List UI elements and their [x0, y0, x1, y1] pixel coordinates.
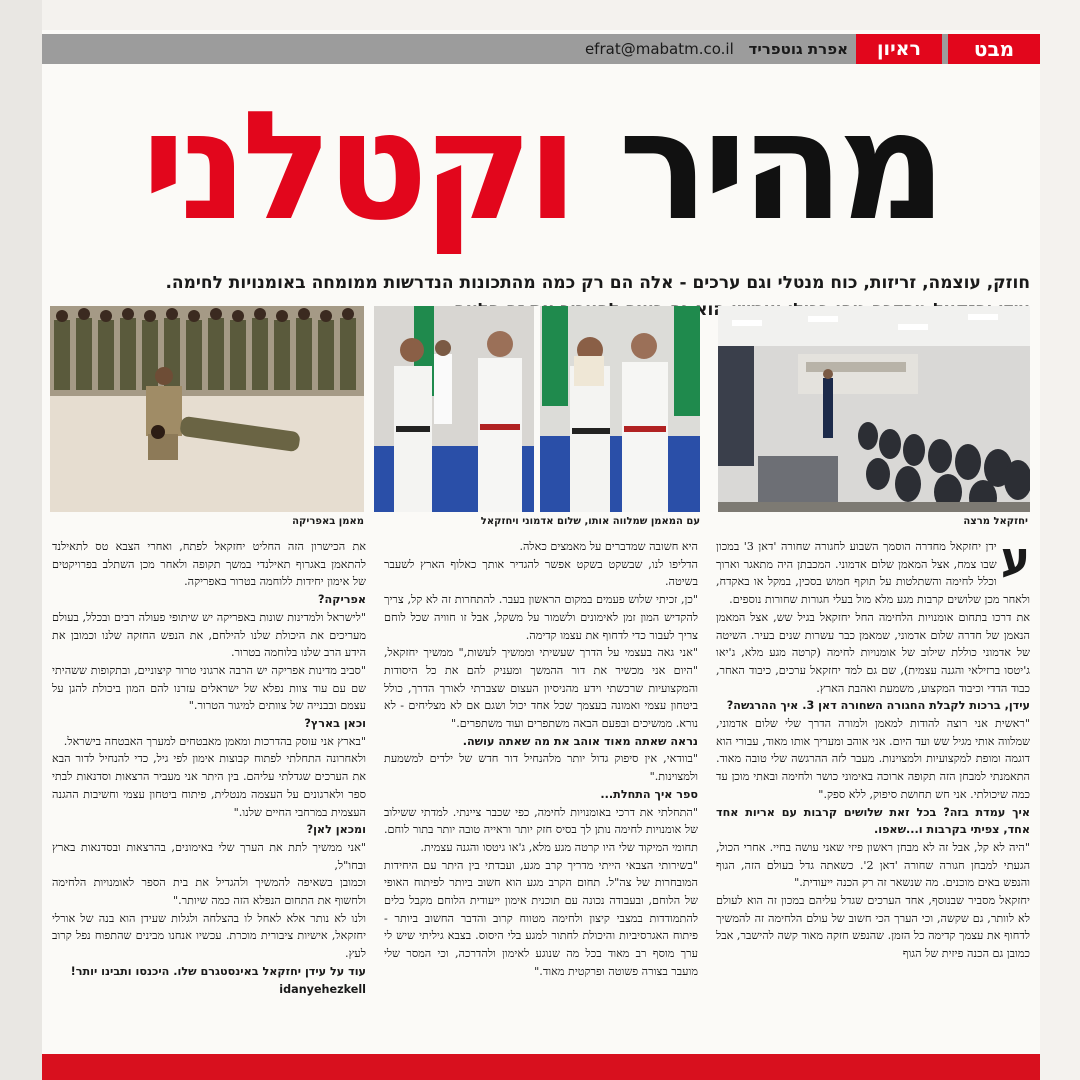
interview-question: ומכאן לאן?	[306, 823, 366, 837]
article-paragraph: "בוודאי, אין סיפוק גדול יותר מלהנחיל דור חדש של ילדים למשמעת ולמצוינות."	[384, 752, 698, 784]
article-paragraph: את הכישרון הזה החליט יחזקאל לפתח, ואחרי הצבא טס לתאילנד להתאמן באגרוף תאילנדי במשך תקופה ולאחר מכן השתלב בפרויקטים של אימון יחידות ללוחמה בטרור באפריקה.	[52, 540, 366, 589]
article-column-2	[384, 538, 698, 1044]
article-paragraph: "ראשית אני רוצה להודות למאמן ולמורה הדרך שלי שלום אדמוני, שמלווה אותי מגיל שש ועד היום. אני אוהב ומעריך אותו מאוד, עבורי הוא דוגמה ומופת למקצועיות ולמצוינות. מעבר לזה ההרגשה שלי טובה מאוד. התאמנתי למבחן הזה תקופה ארוכה באימוני כושר ולחימה ובאתי מוכן עד כמה שיכולתי. אני חש תחושת סיפוק, ללא ספק."	[716, 717, 1030, 801]
article-paragraph: "בארץ אני עוסק בהדרכות ומאמן מאבטחים למערך האבטחה בישראל.	[63, 734, 366, 748]
drop-cap: ע	[1000, 538, 1030, 584]
author-email[interactable]: efrat@mabatm.co.il	[584, 40, 734, 58]
headline-word-fast: מהיר	[618, 80, 941, 254]
interview-question: אפריקה?	[318, 593, 366, 607]
author-name: אפרת גוטפריד	[748, 40, 848, 58]
article-paragraph: "התחלתי את דרכי באומנויות לחימה, כפי שכבר ציינתי. למדתי ששילוב של אומנויות לחימה נותן לך בסיס חזק יותר וראייה טובה יותר בתור לוחם. תחומי המיקוד שלי היו קרטה מגע מלא, ג'או גיטסו והגנה עצמית.	[384, 805, 698, 854]
article-paragraph: "אני ממשיך לתת את הערך שלי באימונים, בהרצאות ובסדנאות בארץ ובחו"ל,	[52, 840, 366, 872]
caption-lecture: יחזקאל מרצה	[963, 516, 1028, 527]
caption-coach: עם המאמן שמלווה אותו, שלום אדמוני ויחזקאל	[480, 516, 700, 527]
interview-question: נראה שאתה מאוד אוהב את מה שאתה עושה.	[462, 734, 698, 748]
interview-question: ספר איך התחלת...	[600, 787, 698, 801]
article-paragraph: "לישראל ולמדינות שונות באפריקה יש שיתופי פעולה רבים ובכלל, בעולם מעריכים את היכולת שלנו להילחם, את הנפש החזקה שלנו וכמובן את הידע הרב שלנו בלוחמה בטרור.	[52, 610, 366, 660]
subheadline-line-1: חוזק, עוצמה, זריזות, כוח מנטלי וגם ערכים - אלה הם רק כמה מהתכונות הנדרשות ממומחה באומנויות לחימה.	[165, 273, 1030, 293]
article-paragraph: ולנו לא נותר אלא לאחל לו בהצלחה ולגלות שעידן הוא בנה של אורלי יחזקאל, אישיות ציבורית מוכרת. עכשיו אנחנו מבינים שהתפוח נפל קרוב לעץ.	[52, 911, 366, 961]
article-paragraph: "סביב מדינות אפריקה יש הרבה ארגוני טרור קיצוניים, ובתקופות ששהיתי שם עם עוד צוות נפלא של ישראלים עזרנו להם המון ביכולת להגן על עצמם ובבנייה של צוותים למיגור הטרור."	[52, 663, 366, 713]
article-paragraph: היא חשובה שמדברים על מאמצים כאלה.	[519, 540, 698, 553]
article-column-3	[52, 538, 366, 1044]
article-paragraph: "אני גאה בעצמי על הדרך שעשיתי וממשיך לעשות," ממשיך יחזקאל, "היום אני מכשיר את דור ההמשך ומעניק להם את כל היסודות והמקצועיות שרכשתי וידע מהניסיון העצום שצברתי לאורך הדרך, כולל ביטחון עצמי ואמונה בעצמך שכל אחד יכול ושגם אם לא מצליחים - לא נורא. ממשיכים ובפעם הבאה משתפרים ועוד משתפרים."	[384, 646, 698, 731]
photo-lecture	[718, 306, 1030, 512]
interview-question: עידן, ברכות לקבלת החגורה השחורה דאן 3. איך ההרגשה?	[726, 699, 1030, 713]
footer-red-bar	[42, 1054, 1040, 1080]
section-label: ראיון	[856, 34, 942, 64]
article-paragraph: וכמובן בשאיפה להמשיך ולהגדיל את בית הספר לאומנויות הלחימה ולחשוף את התחום הנפלא הזה כמה שיותר."	[52, 876, 366, 908]
article-paragraph: "היה לא קל, אבל זה לא מבחן ראשון פיזי שאני עושה בחיי. אחרי הכול, הגעתי למבחן חגורה שחורה 'דאן 2'. כשאתה גדל בעולם הזה, הגוף והנפש באים מוכנים. מה שנשאר זה רק הכנה ייעודית."	[716, 840, 1030, 890]
article-paragraph: את דרכו בתחום אומנויות הלחימה החל יחזקאל בגיל שש, אצל המאמן הנאמן של חדרה שלום אדמוני, שמאמן כבר עשרות שנים בעיר. השיטה של אדמוני כוללת שילוב של אומנויות לחימה (קרטה מגע מלא, ג'יאו ג'יטסו ברזילאי והגנה עצמית), שם גם למד יחזקאל ערכים, כיבוד האחר, כבוד הדדי וכיבוד המקצוע, משמעת ואהבת הארץ.	[716, 610, 1030, 695]
header-strip	[42, 34, 1040, 64]
headline	[42, 72, 1040, 262]
page-margin	[0, 0, 42, 1080]
interview-question: איך עמדת בזה? בכל זאת שלושים קרבות עם אריות אחד אחד, צפיתי בקרבות ו...שאפו.	[716, 805, 1030, 837]
magazine-page	[42, 30, 1040, 1080]
caption-africa: מאמן באפריקה	[292, 516, 364, 527]
interview-question: עוד על עידן יחזקאל באינסטגרם שלו. היכנסו ותבינו יותר!	[70, 964, 366, 978]
instagram-handle: idanyehezkell	[279, 982, 366, 996]
magazine-logo: מבט	[948, 34, 1040, 64]
article-paragraph: ולאחרונה התחלתי לפתוח קבוצות אימון לפי גיל, כדי להנחיל לדור הבא את הערכים שגדלתי עליהם. בין היתר אני מעביר הרצאות וסדנאות לבתי ספר ולארגונים על העצמה מנטלית, פיתוח ביטחון עצמי וחשיבות ההגנה העצמית במרחבי החיים שלנו."	[52, 752, 366, 819]
byline	[585, 34, 848, 64]
interview-question: וכאן בארץ?	[304, 717, 366, 731]
photo-africa-training	[50, 306, 364, 512]
photo-coach-and-student	[374, 306, 700, 512]
headline-word-lethal: וקטלני	[141, 80, 573, 254]
article-column-1	[716, 538, 1030, 1044]
article-paragraph: "בשירותי הצבאי הייתי מדריך קרב מגע, ועבדתי בין היתר עם היחידות המובחרות של צה"ל. תחום הקרב מגע הוא חשוב ביותר לפיתוח האופי של הלוחם, ובעבודה נכונה עם תוכנית אימון ייעודית הלוחם מקבל כלים להתמודדות במצבי קיצון ולחימה מטווח קרוב והדבר החשוב ביותר - פיתוח האגרסיביות והיכולת לחתור למגע בלי היסוס. בצבא גיליתי שיש לי ערך מוסף רב מאוד בכל מה שנוגע לאימון ולהדרכה, וכי המסר שלי מועבר בצורה פשוטה ופרקטית מאוד."	[384, 858, 698, 978]
article-paragraph: הדליפו לנו, שבשקט בשקט אפשר להגדיר אותך כאלוף הארץ לשעבר בשיטה.	[384, 557, 698, 589]
article-paragraph: "כן, זכיתי שלוש פעמים במקום הראשון בעבר. להתחרות זה לא קל, צריך להקדיש המון זמן לאימונים ולשמור על משקל, אבל זו חוויה שכל לוחם צריך לעבור כדי לדחוף את עצמו קדימה.	[384, 593, 698, 642]
subheadline-line-2: הוא	[695, 300, 726, 320]
article-paragraph: יחזקאל מסביר שבנוסף, אחד הערכים שגדל עליהם במכון זה הוא לעולם לא לוותר, גם שקשה, וכי הערך הכי חשוב של עולם הלחימה זה להמשיך לדחוף את עצמך קדימה כל הזמן. שהנפש חזקה מאוד קשה להישבר, אבל כמובן גם הכנה פיזית של הגוף	[716, 894, 1030, 961]
article-paragraph: ידן יחזקאל מחדרה הוסמך השבוע לחגורה שחורה 'דאן 3' במכון שבו צמח, אצל המאמן שלום אדמוני. המכבתן היה מתאגר וארוך וכלל לחימה והשתלטות על תוקף חמוש בסכין, במקל או באקדח, ולאחר מכן שלושים קרבות מגע מלא מול בעלי חגורות שחורות נוספים.	[716, 540, 1030, 607]
